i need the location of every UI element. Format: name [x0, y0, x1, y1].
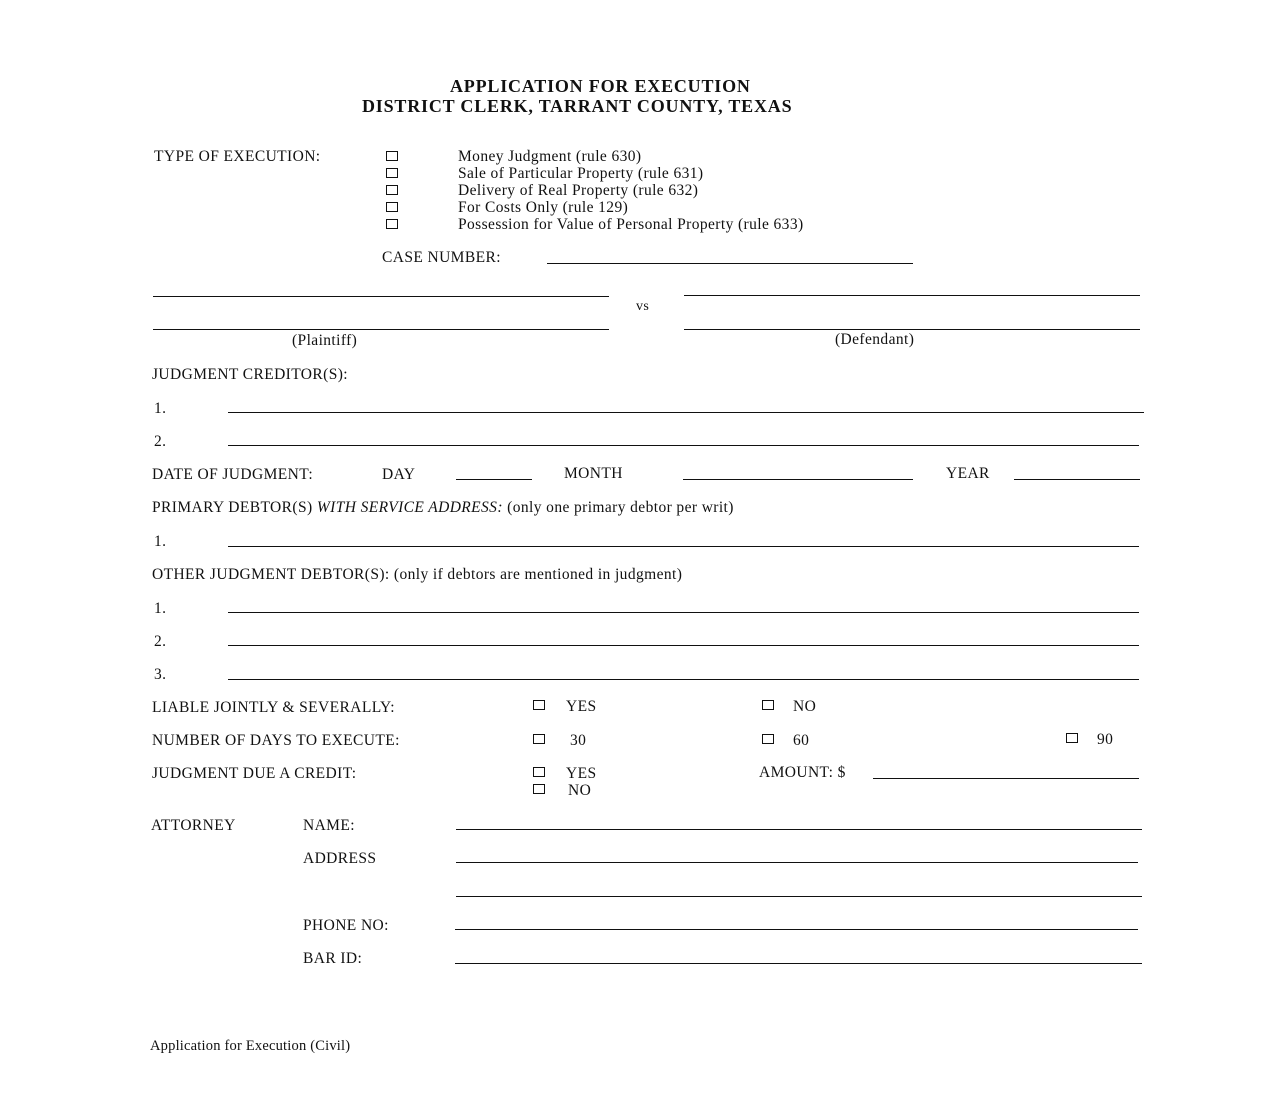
checkbox-liable-no[interactable]	[762, 700, 774, 710]
case-number-label: CASE NUMBER:	[382, 249, 501, 266]
checkbox-credit-yes[interactable]	[533, 767, 545, 777]
liable-yes-label: YES	[566, 698, 597, 715]
amount-label: AMOUNT: $	[759, 764, 846, 781]
checkbox-delivery-real-property[interactable]	[386, 185, 398, 195]
other-debtor-number-3: 3.	[154, 666, 167, 683]
primary-debtors-note: (only one primary debtor per writ)	[507, 499, 734, 516]
attorney-name-label: NAME:	[303, 817, 355, 834]
month-field[interactable]	[683, 479, 913, 480]
plaintiff-label: (Plaintiff)	[292, 332, 358, 349]
attorney-bar-id-field[interactable]	[455, 963, 1142, 964]
defendant-label: (Defendant)	[835, 331, 915, 348]
primary-debtor-number-1: 1.	[154, 533, 167, 550]
attorney-label: ATTORNEY	[151, 817, 236, 834]
checkbox-days-60[interactable]	[762, 734, 774, 744]
vs-text: vs	[636, 299, 650, 314]
creditor-number-2: 2.	[154, 433, 167, 450]
judgment-credit-label: JUDGMENT DUE A CREDIT:	[152, 765, 357, 782]
option-money-judgment: Money Judgment (rule 630)	[458, 148, 642, 165]
other-debtor-2-field[interactable]	[228, 645, 1139, 646]
option-possession-personal-property: Possession for Value of Personal Property (rule 633)	[458, 216, 804, 233]
amount-field[interactable]	[873, 778, 1139, 779]
year-label: YEAR	[946, 465, 990, 482]
option-delivery-real-property: Delivery of Real Property (rule 632)	[458, 182, 699, 199]
checkbox-liable-yes[interactable]	[533, 700, 545, 710]
defendant-line-2[interactable]	[684, 329, 1140, 330]
primary-debtors-label	[152, 500, 734, 516]
liable-no-label: NO	[793, 698, 817, 715]
attorney-phone-label: PHONE NO:	[303, 917, 389, 934]
defendant-line-1[interactable]	[684, 295, 1140, 296]
plaintiff-line-1[interactable]	[153, 296, 609, 297]
day-field[interactable]	[456, 479, 532, 480]
credit-yes-label: YES	[566, 765, 597, 782]
day-label: DAY	[382, 466, 416, 483]
month-label: MONTH	[564, 465, 623, 482]
other-debtor-number-1: 1.	[154, 600, 167, 617]
date-of-judgment-label: DATE OF JUDGMENT:	[152, 466, 314, 483]
days-90-label: 90	[1097, 731, 1114, 748]
creditor-1-field[interactable]	[228, 412, 1144, 413]
attorney-address-field-2[interactable]	[456, 896, 1142, 897]
days-to-execute-label: NUMBER OF DAYS TO EXECUTE:	[152, 732, 400, 749]
primary-debtors-label-italic: WITH SERVICE ADDRESS:	[316, 499, 503, 516]
credit-no-label: NO	[568, 782, 592, 799]
days-60-label: 60	[793, 732, 810, 749]
attorney-address-label: ADDRESS	[303, 850, 377, 867]
checkbox-costs-only[interactable]	[386, 202, 398, 212]
attorney-name-field[interactable]	[456, 829, 1142, 830]
other-debtor-3-field[interactable]	[228, 679, 1139, 680]
checkbox-possession-personal-property[interactable]	[386, 219, 398, 229]
primary-debtor-1-field[interactable]	[228, 546, 1139, 547]
title-line-2: DISTRICT CLERK, TARRANT COUNTY, TEXAS	[362, 96, 793, 116]
checkbox-sale-particular-property[interactable]	[386, 168, 398, 178]
checkbox-credit-no[interactable]	[533, 784, 545, 794]
type-of-execution-label: TYPE OF EXECUTION:	[154, 148, 321, 165]
option-costs-only: For Costs Only (rule 129)	[458, 199, 629, 216]
primary-debtors-label-text: PRIMARY DEBTOR(S)	[152, 499, 313, 516]
case-number-field[interactable]	[547, 263, 913, 264]
plaintiff-line-2[interactable]	[153, 329, 609, 330]
creditor-2-field[interactable]	[228, 445, 1139, 446]
footer-text: Application for Execution (Civil)	[150, 1038, 351, 1054]
days-30-label: 30	[570, 732, 587, 749]
checkbox-days-30[interactable]	[533, 734, 545, 744]
liable-label: LIABLE JOINTLY & SEVERALLY:	[152, 699, 395, 716]
judgment-creditors-label: JUDGMENT CREDITOR(S):	[152, 366, 348, 383]
title-line-1: APPLICATION FOR EXECUTION	[450, 76, 751, 96]
year-field[interactable]	[1014, 479, 1140, 480]
attorney-address-field-1[interactable]	[456, 862, 1138, 863]
checkbox-money-judgment[interactable]	[386, 151, 398, 161]
other-debtors-label: OTHER JUDGMENT DEBTOR(S): (only if debtors are mentioned in judgment)	[152, 566, 683, 583]
checkbox-days-90[interactable]	[1066, 733, 1078, 743]
attorney-bar-id-label: BAR ID:	[303, 950, 363, 967]
creditor-number-1: 1.	[154, 400, 167, 417]
other-debtor-1-field[interactable]	[228, 612, 1139, 613]
attorney-phone-field[interactable]	[455, 929, 1138, 930]
other-debtor-number-2: 2.	[154, 633, 167, 650]
option-sale-particular-property: Sale of Particular Property (rule 631)	[458, 165, 704, 182]
